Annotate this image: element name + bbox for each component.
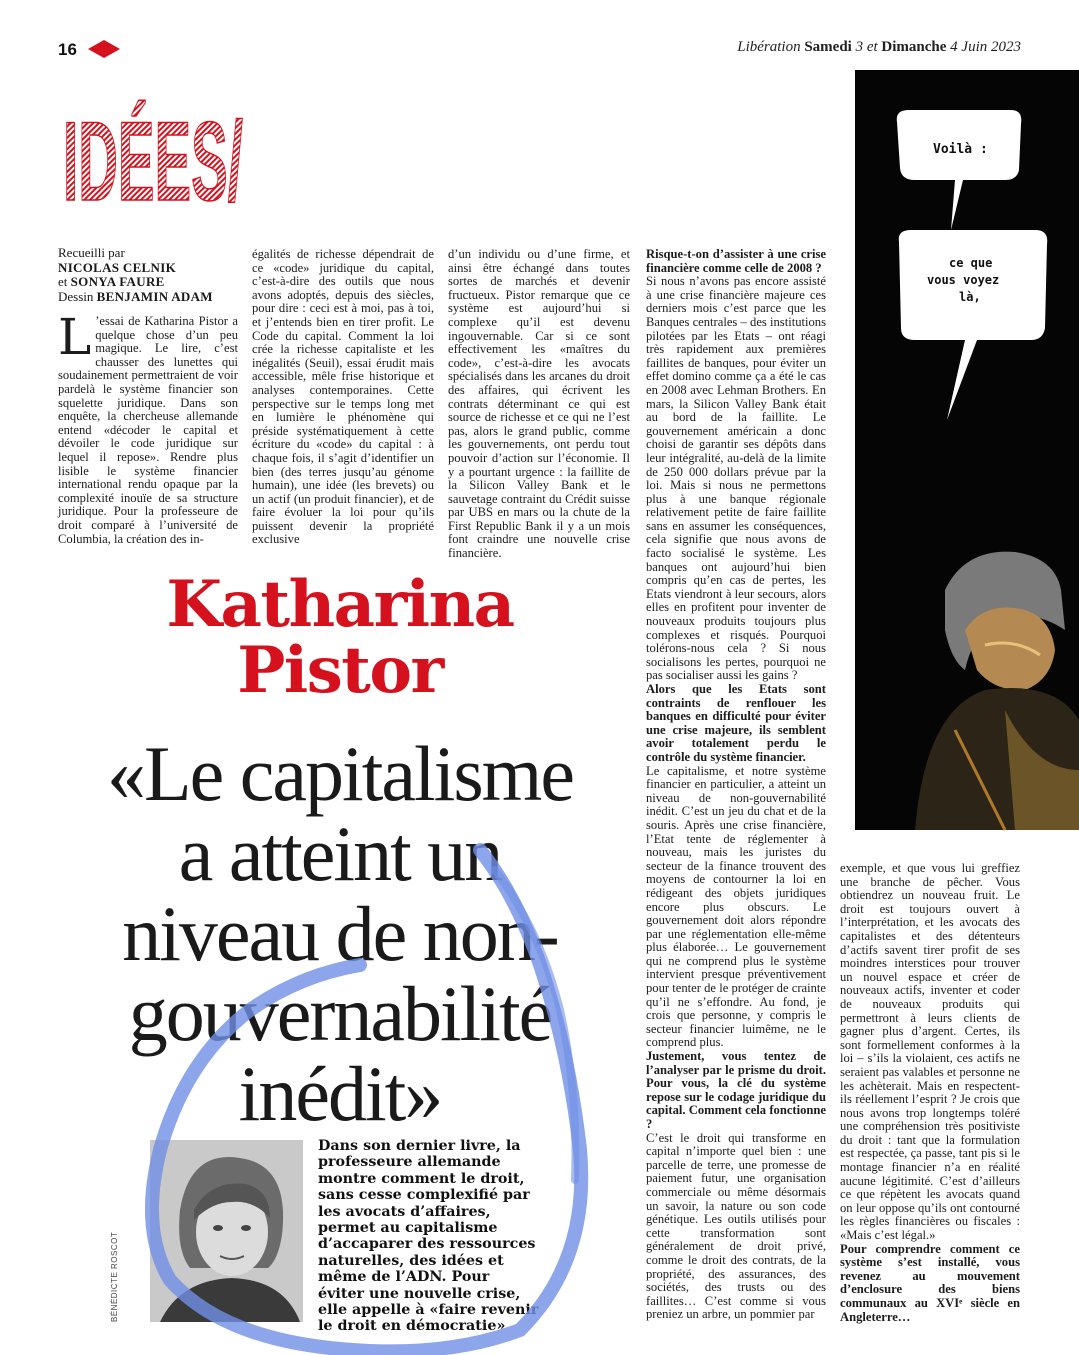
headline-quote-line: «Le capitalisme <box>107 730 573 817</box>
headline-quote-line: a atteint un <box>178 810 502 897</box>
article-column-2 <box>252 248 434 548</box>
article-column-5 <box>840 862 1020 1322</box>
article-column-4 <box>646 248 826 1323</box>
paragraph: ’essai de Katharina Pistor a quelque chose d’un peu magique. Le lire, c’est chausser des lunettes qui soudainement permettraient de voir pardelà le système financier son squelette juridique. Dans son enquête, la chercheuse allemande entend «décoder le capital et dévoiler le code juridique sur lequel il repose». Rendre plus lisible le système financier international rendu opaque par la complexité inouïe de sa structure juridique. Pour la professeure de droit comparé à l’université de Columbia, la création des in- <box>58 314 238 546</box>
interview-answer: exemple, et que vous lui greffiez une branche de pêcher. Vous obtiendrez un nouveau fruit. Le droit est toujours ouvert à l’interprétation, et les avocats des capitalistes et des détenteurs d’actifs savent tirer profit de ses moindres interstices pour trouver un nouvel espace et créer de nouveaux actifs, inventer et coder de nouveaux produits qui permettront à leurs clients de gagner plus d’argent. Certes, ils sont formellement conformes à la loi – s’ils la violaient, ces actifs ne seraient pas valables et personne ne les achèterait. Mais en respectent-ils réellement l’esprit ? Je crois que nous avons trop longtemps toléré une compréhension très positiviste du droit : tant que la formulation est respectée, ça passe, tant pis si le montage financier n’a en réalité aucune légitimité. C’est d’ailleurs ce que répètent les avocats quand on leur oppose qu’ils ont contourné les règles financières ou fiscales : «Mais c’est légal.» <box>840 861 1020 1243</box>
headline-name-line: Katharina <box>166 567 514 642</box>
article-column-3 <box>448 247 630 561</box>
paragraph: égalités de richesse dépendrait de ce «code» juridique du capital, c’est-à-dire des outils que nous avons adoptés, depuis des siècles, pour dire : ceci est à moi, pas à toi, et j’entends bien en tirer profit. Le Code du capital. Comment la loi crée la richesse capitaliste et les inégalités (Seuil), essai érudit mais accessible, mêle frise historique et analyses contemporaines. Cette perspective sur le temps long met en lumière le phénomène qui préside systématiquement à cette écriture du «code» du capital : à chaque fois, il s’agit d’identifier un bien (des terres jusqu’au génome humain), une idée (les brevets) ou un actif (un produit financier), et de faire évoluer la loi pour qu’ils puissent devenir la propriété exclusive <box>252 247 434 547</box>
author-name: NICOLAS CELNIK <box>58 259 176 275</box>
interview-answer: Le capitalisme, et notre système financier en particulier, a atteint un niveau de non-gouvernabilité inédit. C’est un jeu du chat et de la souris. Après une crise financière, l’Etat tente de réglementer à nouveau, mais les juristes du secteur de la finance trouvent des moyens de contourner la loi en rédigeant des objets juridiques encore plus obscurs. Le gouvernement doit alors répondre par une réglementation elle-même plus élaborée… Le gouvernement qui ne comprend plus le système intervient presque préventivement pour tenter de le protéger de crainte qu’il ne s’effondre. Au fond, je crois que personne, y compris le secteur financier luimême, ne le comprend plus. <box>646 763 826 1050</box>
article-column-1 <box>58 308 238 550</box>
comic-panel <box>855 70 1079 830</box>
interview-answer: Si nous n’avons pas encore assisté à une crise financière majeure ces derniers mois c’est parce que les Banques centrales – des institutions pilotées par les Etats – ont réagi très rapidement aux premières faillites de banques, pour éviter un effet domino comme ça a été le cas en 2008 avec Lehman Brothers. En mars, la Silicon Valley Bank était au bord de la faillite. Le gouvernement américain a donc choisi de garantir ses dépôts dans leur intégralité, au-delà de la limite de 250 000 dollars prévue par la loi. Mais si nous ne permettons plus à une banque régionale relativement petite de faire faillite sans en assumer les conséquences, cela signifie que nous avons de facto socialisé le système. Les banques ont aujourd’hui bien compris qu’en cas de pertes, les Etats viendront à leur secours, alors elles en profitent pour inventer de nouveaux produits toujours plus complexes et risqués. Pourquoi tolérons-nous cela ? Si nous socialisons les pertes, pourquoi ne pas socialiser aussi les gains ? <box>646 274 826 683</box>
author-name: SONYA FAURE <box>70 274 165 289</box>
date-one: 3 et <box>855 39 878 55</box>
svg-text:là,: là, <box>959 290 981 304</box>
drop-cap: L <box>58 308 92 366</box>
interview-answer: C’est le droit qui transforme en capital n’importe quel bien : une parcelle de terre, une promesse de paiement futur, une organisation commerciale ou même désormais un savoir, la nature ou son code génétique. Les outils utilisés pour cette transformation sont généralement de droit privé, comme le droit des contrats, de la propriété, des assurances, des sociétés, des trusts ou des faillites… C’est comme si vous preniez un arbre, un pommier par <box>646 1130 826 1322</box>
interview-question: Pour comprendre comment ce système s’est installé, vous revenez au mouvement d’enclosure des biens communaux au XVIᵉ siècle en Angleterre… <box>840 1241 1020 1324</box>
headline-quote-line: niveau de non- <box>122 890 558 977</box>
svg-text:ce que: ce que <box>949 256 993 270</box>
illustrator-name: BENJAMIN ADAM <box>96 288 213 304</box>
headline-quote-line: inédit» <box>238 1050 442 1137</box>
comic-strip <box>855 70 1079 830</box>
day-two: Dimanche <box>881 39 947 55</box>
svg-text:vous voyez: vous voyez <box>927 273 1000 287</box>
svg-text:Voilà :: Voilà : <box>933 142 988 157</box>
headline-name <box>40 567 640 708</box>
photo-credit: BÉNÉDICTE ROSCOT <box>110 1231 119 1322</box>
standfirst: Dans son dernier livre, la professeure allemande montre comment le droit, sans cesse complexifié par les avocats d’affaires, permet au capitalisme d’accaparer des ressources naturelles, des idées et même de l’ADN. Pour éviter une nouvelle crise, elle appelle à «faire revenir le droit en démocratie» <box>318 1138 539 1335</box>
headline-name-line: Pistor <box>237 633 443 708</box>
credit-line: Recueilli par <box>58 245 125 260</box>
drawing-label: Dessin <box>58 288 94 304</box>
brand-diamond-icon <box>88 40 120 58</box>
credit-and: et <box>58 274 68 289</box>
paragraph: d’un individu ou d’une firme, et ainsi être échangé dans toutes sortes de marchés et devenir fructueux. Pistor remarque que ce système est aujourd’hui si complexe qu’il est devenu ingouvernable. Car si ce sont effectivement les «maîtres du code», c’est-à-dire les avocats spécialisés dans les arcanes du droit des affaires, qui écrivent les contrats déterminant ce qui est source de richesse et ce qui ne l’est pas, alors le grand public, comme les gouvernements, ont perdu tout pouvoir d’action sur l’économie. Il y a pourtant urgence : la faillite de la Silicon Valley Bank et le sauvetage contraint du Crédit suisse par UBS en mars ou la chute de la First Republic Bank il y a un mois font craindre une nouvelle crise financière. <box>448 247 630 561</box>
interview-question: Alors que les Etats sont contraints de renflouer les banques en difficulté pour éviter une crise majeure, ils semblent avoir totalement perdu le contrôle du système financier. <box>646 682 826 764</box>
portrait-photo <box>150 1140 303 1322</box>
headline-quote <box>40 730 640 1137</box>
page-number: 16 <box>58 40 77 59</box>
headline-quote-line: gouvernabilité <box>128 970 552 1057</box>
day-one: Samedi <box>804 39 852 55</box>
interview-question: Justement, vous tentez de l’analyser par le prisme du droit. Pour vous, la clé du système repose sur le codage juridique du capital. Comment cela fonctionne ? <box>646 1049 826 1131</box>
author-credits <box>58 246 238 304</box>
portrait-illustration <box>150 1140 303 1322</box>
newspaper-name: Libération <box>737 39 801 55</box>
svg-text:IDÉES/: IDÉES/ <box>63 99 243 224</box>
section-logo <box>57 90 247 224</box>
running-header <box>737 39 1021 56</box>
interview-question: Risque-t-on d’assister à une crise financière comme celle de 2008 ? <box>646 247 826 275</box>
date-two: 4 Juin 2023 <box>950 39 1021 55</box>
